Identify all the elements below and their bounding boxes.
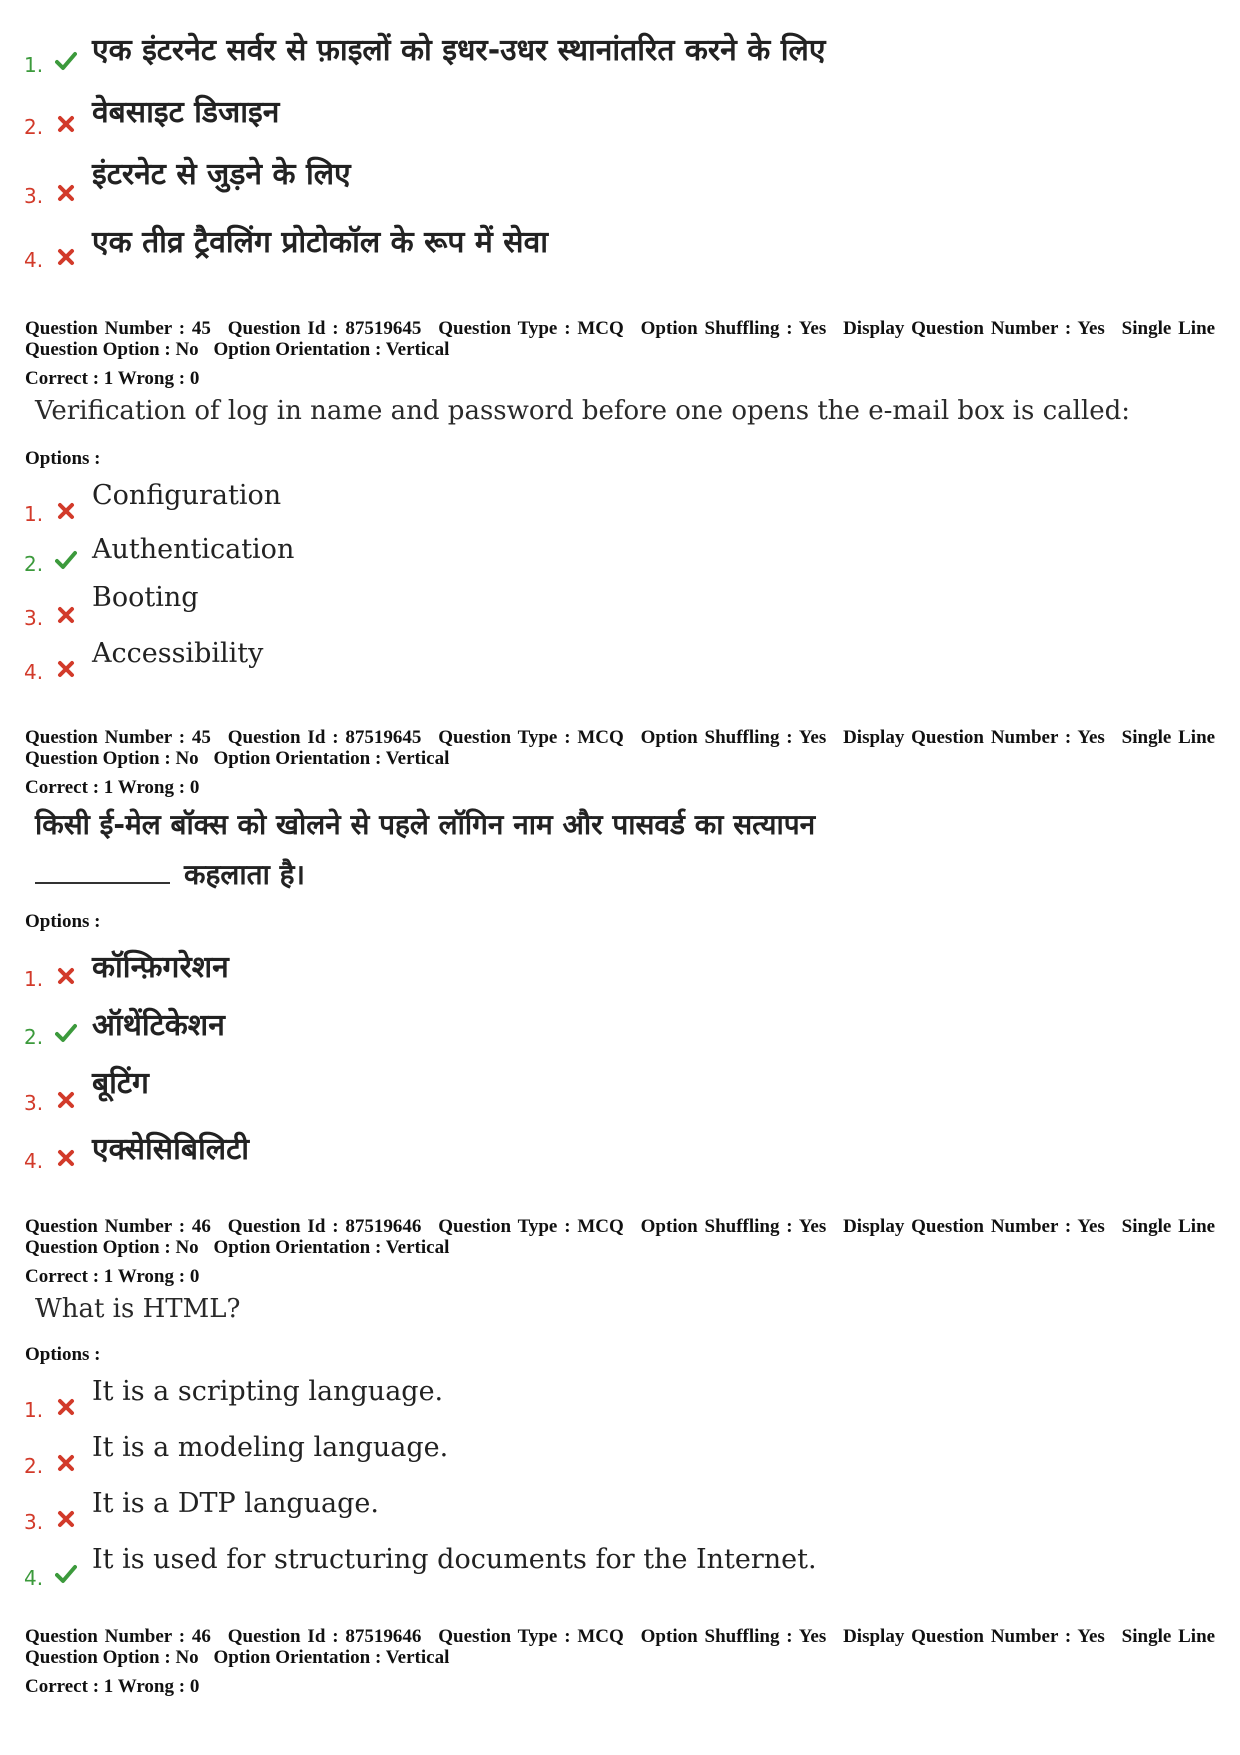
cross-icon: [55, 246, 77, 268]
option-text: एक तीव्र ट्रैवलिंग प्रोटोकॉल के रूप में सेवा: [92, 225, 549, 260]
score-info: Correct : 1 Wrong : 0: [25, 368, 200, 389]
option-row: [0, 1127, 1200, 1177]
option-number: 2.: [24, 1025, 44, 1049]
option-text: Configuration: [92, 480, 282, 511]
options-label: Options :: [25, 1344, 101, 1365]
score-info: Correct : 1 Wrong : 0: [25, 777, 200, 798]
question-meta: Question Number : 45 Question Id : 87519645 Question Type : MCQ Option Shuffling : Yes Display Question Number : Yes Single Line Question Option : No Option Orientation : Vertical: [25, 318, 1216, 360]
option-row: [0, 534, 1200, 584]
option-number: 3.: [24, 1510, 44, 1534]
option-row: [0, 1432, 1200, 1482]
cross-icon: [55, 1452, 77, 1474]
question-meta: Question Number : 46 Question Id : 87519646 Question Type : MCQ Option Shuffling : Yes Display Question Number : Yes Single Line Question Option : No Option Orientation : Vertical: [25, 1626, 1216, 1668]
check-icon: [55, 50, 77, 72]
check-icon: [55, 549, 77, 571]
cross-icon: [55, 1508, 77, 1530]
option-text: It is a DTP language.: [92, 1488, 379, 1519]
check-icon: [55, 1563, 77, 1585]
option-number: 3.: [24, 184, 44, 208]
question-text: What is HTML?: [35, 1294, 241, 1324]
option-number: 3.: [24, 606, 44, 630]
option-number: 2.: [24, 552, 44, 576]
option-row: [0, 90, 1200, 140]
cross-icon: [55, 604, 77, 626]
option-number: 2.: [24, 1454, 44, 1478]
option-text: बूटिंग: [92, 1066, 149, 1101]
score-info: Correct : 1 Wrong : 0: [25, 1676, 200, 1697]
option-text: इंटरनेट से जुड़ने के लिए: [92, 157, 351, 192]
option-row: [0, 152, 1200, 208]
question-text-line2: कहलाता है।: [35, 855, 305, 893]
option-row: [0, 1376, 1200, 1426]
cross-icon: [55, 965, 77, 987]
cross-icon: [55, 113, 77, 135]
cross-icon: [55, 1147, 77, 1169]
option-row: [0, 28, 1200, 78]
fill-blank: [35, 881, 170, 884]
option-row: [0, 1544, 1200, 1594]
option-number: 2.: [24, 115, 44, 139]
option-number: 1.: [24, 1398, 44, 1422]
cross-icon: [55, 182, 77, 204]
option-row: [0, 1003, 1200, 1053]
option-number: 3.: [24, 1091, 44, 1115]
option-row: [0, 582, 1200, 632]
score-info: Correct : 1 Wrong : 0: [25, 1266, 200, 1287]
option-text: वेबसाइट डिजाइन: [92, 95, 280, 130]
option-text: It is used for structuring documents for the Internet.: [92, 1544, 817, 1575]
options-label: Options :: [25, 448, 101, 469]
option-row: [0, 638, 1200, 688]
option-text: Authentication: [92, 534, 295, 565]
cross-icon: [55, 500, 77, 522]
option-row: [0, 220, 1200, 270]
question-text: Verification of log in name and password before one opens the e-mail box is called:: [35, 396, 1131, 426]
option-text: कॉन्फ़िगरेशन: [92, 950, 229, 985]
option-text: ऑथेंटिकेशन: [92, 1008, 225, 1043]
option-row: [0, 480, 1200, 530]
option-number: 4.: [24, 1149, 44, 1173]
cross-icon: [55, 1396, 77, 1418]
check-icon: [55, 1022, 77, 1044]
option-text: एक्सेसिबिलिटी: [92, 1132, 249, 1167]
option-number: 4.: [24, 1566, 44, 1590]
option-text: एक इंटरनेट सर्वर से फ़ाइलों को इधर-उधर स्थानांतरित करने के लिए: [92, 33, 826, 68]
question-meta: Question Number : 45 Question Id : 87519645 Question Type : MCQ Option Shuffling : Yes Display Question Number : Yes Single Line Question Option : No Option Orientation : Vertical: [25, 727, 1216, 769]
option-row: [0, 1488, 1200, 1538]
option-number: 1.: [24, 502, 44, 526]
cross-icon: [55, 658, 77, 680]
question-text: किसी ई-मेल बॉक्स को खोलने से पहले लॉगिन नाम और पासवर्ड का सत्यापन: [35, 808, 816, 841]
option-number: 1.: [24, 53, 44, 77]
option-row: [0, 1061, 1200, 1115]
option-number: 1.: [24, 967, 44, 991]
options-label: Options :: [25, 911, 101, 932]
option-text: It is a scripting language.: [92, 1376, 444, 1407]
option-row: [0, 945, 1200, 995]
option-text: It is a modeling language.: [92, 1432, 449, 1463]
option-number: 4.: [24, 660, 44, 684]
option-number: 4.: [24, 248, 44, 272]
question-meta: Question Number : 46 Question Id : 87519646 Question Type : MCQ Option Shuffling : Yes Display Question Number : Yes Single Line Question Option : No Option Orientation : Vertical: [25, 1216, 1216, 1258]
option-text: Booting: [92, 582, 199, 613]
cross-icon: [55, 1089, 77, 1111]
option-text: Accessibility: [92, 638, 264, 669]
